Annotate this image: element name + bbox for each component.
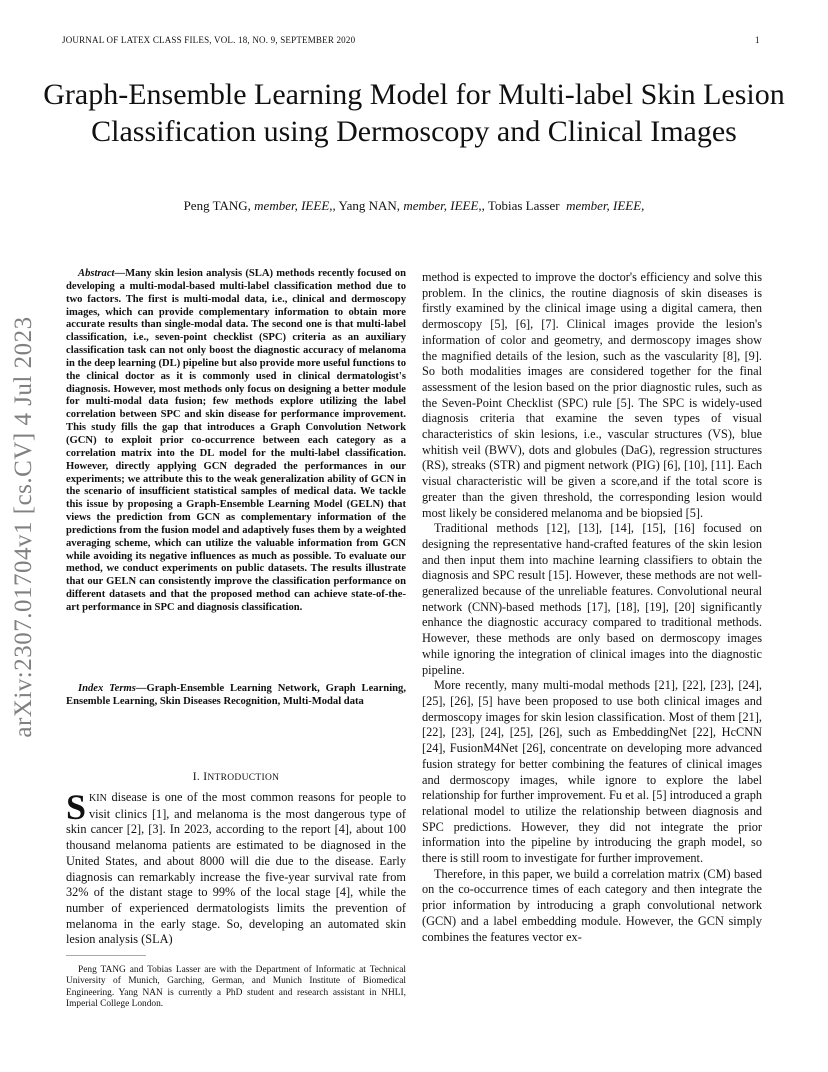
footnote-rule <box>66 955 146 956</box>
section-heading-introduction <box>66 771 406 783</box>
page-number: 1 <box>755 35 760 45</box>
arxiv-identifier: arXiv:2307.01704v1 [cs.CV] 4 Jul 2023 <box>10 316 37 738</box>
section-first-letter: I <box>203 771 208 783</box>
abstract-text: —Many skin lesion analysis (SLA) methods recently focused on developing a multi-modal-based multi-label classification method due to two factors. The first is multi-modal data, i.e., clinical and dermoscopy images, which can provide complementary information to obtain more accurate results than single-modal data. The second one is that multi-label classification, i.e., seven-point checklist (SPC) criteria as an auxiliary classification task can not only boost the diagnostic accuracy of melanoma in the deep learning (DL) pipeline but also provide more useful functions to the clinical doctor as it is commonly used in clinical dermatologist's diagnosis. However, most methods only focus on designing a better module for multi-modal data fusion; few methods explore utilizing the label correlation between SPC and skin disease for performance improvement. This study fills the gap that introduces a Graph Convolution Network (GCN) to exploit prior co-occurrence between each category as a correlation matrix into the DL model for the multi-label classification. However, directly applying GCN degraded the performances in our experiments; we attribute this to the weak generalization ability of GCN in the scenario of insufficient statistical samples of medical data. We tackle this issue by proposing a Graph-Ensemble Learning Model (GELN) that views the prediction from GCN as complementary information of the predictions from the fusion model and adaptively fuses them by a weighted averaging scheme, which can utilize the valuable information from GCN while avoiding its negative influences as much as possible. To evaluate our method, we conduct experiments on public datasets. The results illustrate that our GELN can consistently improve the classification performance on different datasets and that the proposed method can achieve state-of-the-art performance in SPC and diagnosis classification. <box>66 268 406 613</box>
abstract <box>66 268 406 615</box>
author-line <box>40 198 788 214</box>
author-2-affiliation: member, IEEE, <box>403 198 482 213</box>
section-numeral: I. <box>192 771 201 783</box>
right-paragraph-4: Therefore, in this paper, we build a correlation matrix (CM) based on the co-occurrence times of each category and then integrate the prior information by introducing a graph convolutional network (GCN) and a label embedding module. However, the GCN simply combines the features vector ex- <box>422 866 762 944</box>
paper-title: Graph-Ensemble Learning Model for Multi-label Skin Lesion Classification using Dermoscopy and Clinical Images <box>43 78 785 148</box>
author-3-name: , Tobias Lasser <box>481 198 560 213</box>
arxiv-sidebar <box>4 300 44 755</box>
author-1-affiliation: member, IEEE, <box>254 198 333 213</box>
right-column <box>422 270 762 945</box>
author-3-affiliation: member, IEEE, <box>566 198 645 213</box>
right-paragraph-1: method is expected to improve the doctor's efficiency and solve this problem. In the clinics, the routine diagnosis of skin diseases is firstly examined by the clinical image using a digital camera, then dermoscopy [5], [6], [7]. Clinical images provide the lesion's information of color and geometry, and dermoscopy images show the magnified details of the lesion, such as the vascularity [8], [9]. So both modalities images are considered together for the final assessment of the lesion based on the prior diagnostic rules, such as the Seven-Point Checklist (SPC) rule [5]. The SPC is widely-used diagnosis criteria that examine the seven types of visual characteristics of skin lesions, i.e., vascular structures (VS), blue whitish veil (BWV), dots and globules (DaG), regression structures (RS), streaks (STR) and pigment network (PIG) [6], [10], [11]. Each visual characteristic will be given a score,and if the total score is greater than the given threshold, the corresponding lesion would most likely be considered melanoma and be biopsied [5]. <box>422 270 762 520</box>
author-1-name: Peng TANG, <box>183 198 251 213</box>
drop-cap: S <box>66 787 87 827</box>
introduction-paragraph <box>66 787 406 948</box>
right-paragraph-2: Traditional methods [12], [13], [14], [15], [16] focused on designing the representative hand-crafted features of the skin lesion and then input them into machine learning classifiers to obtain the diagnosis and SPC result [15]. However, these methods are not well-generalized because of the unreliable features. Convolutional neural network (CNN)-based methods [17], [18], [19], [20] significantly enhance the diagnostic accuracy compared to traditional methods. However, these methods are only based on dermoscopy images while ignoring the integration of clinical images into the diagnostic pipeline. <box>422 521 762 677</box>
author-2-name: , Yang NAN, <box>332 198 401 213</box>
intro-text: disease is one of the most common reasons for people to visit clinics [1], and melanoma is the most dangerous type of skin cancer [2], [3]. In 2023, according to the report [4], about 100 thousand melanoma patients are estimated to be diagnosed in the United States, and about 8000 will die due to the disease. Early diagnosis can remarkably increase the five-year survival rate from 32% of the distant stage to 99% of the local stage [4], while the number of experienced dermatologists limits the prevention of melanoma in the early stage. So, developing an automated skin lesion analysis (SLA) <box>66 790 406 947</box>
section-title-rest: NTRODUCTION <box>207 773 280 783</box>
right-paragraph-3: More recently, many multi-modal methods [21], [22], [23], [24], [25], [26], [5] have been proposed to use both clinical images and dermoscopy images for skin lesion classification. Most of them [21], [22], [23], [24], [25], [26], such as EmbeddingNet [22], HcCNN [24], FusionM4Net [26], concentrate on developing more advanced fusion strategy for better combining the features of clinical images and dermoscopy images, while ignore to explore the label relationship for further improvement. Fu et al. [5] introduced a graph relational model to utilize the relationship between diagnosis and SPC predictions. However, they did not integrate the prior information into the pipeline by introducing the graph model, so there is still room to investigate for further improvement. <box>422 678 762 866</box>
abstract-label: Abstract <box>78 268 115 279</box>
index-terms <box>66 683 406 709</box>
footnote <box>66 965 406 1011</box>
index-terms-label: Index Terms <box>78 683 136 694</box>
index-terms-text: —Graph-Ensemble Learning Network, Graph Learning, Ensemble Learning, Skin Diseases Recognition, Multi-Modal data <box>66 683 406 707</box>
footnote-text: Peng TANG and Tobias Lasser are with the Department of Informatic at Technical University of Munich, Garching, German, and Munich Institute of Biomedical Engineering. Yang NAN is currently a PhD student and research assistant in NHLI, Imperial College London. <box>66 965 406 1010</box>
running-header: JOURNAL OF LATEX CLASS FILES, VOL. 18, NO. 9, SEPTEMBER 2020 <box>62 35 356 45</box>
intro-small-caps: KIN <box>89 793 107 804</box>
